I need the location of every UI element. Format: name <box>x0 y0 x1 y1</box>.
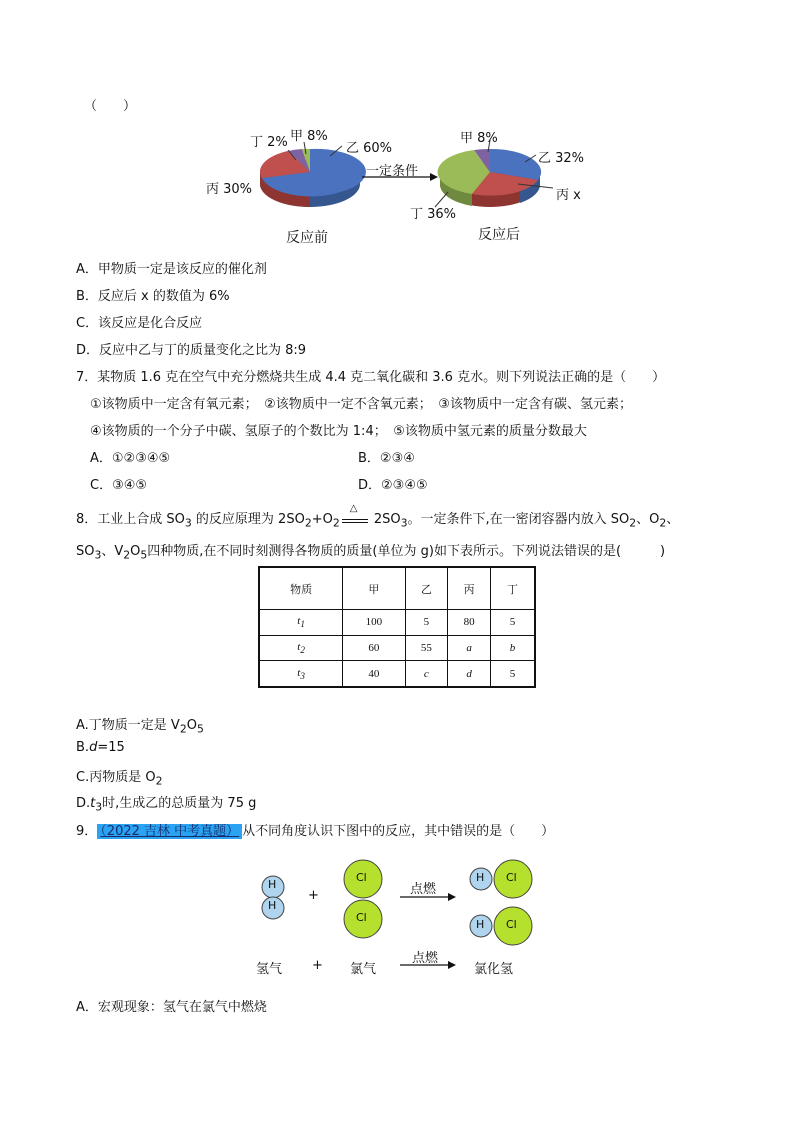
mass-table <box>258 566 536 688</box>
atom-label-h: H <box>476 871 485 884</box>
pie-after-label-ding: 丁 36% <box>410 207 457 222</box>
q8-option-c: C.丙物质是 $O_2$ <box>76 770 163 788</box>
q9-stem: 9． （2022 吉林 中考真题） 从不同角度认识下图中的反应，其中错误的是（ ） <box>76 824 555 839</box>
table-cell: $t_3$ <box>259 661 343 687</box>
table-cell: 60 <box>343 635 405 661</box>
q7-option-a: A．①②③④⑤ <box>90 451 171 466</box>
table-cell: 80 <box>448 610 491 636</box>
table-header-cell: 丁 <box>490 567 535 610</box>
pie-before <box>260 149 366 207</box>
table-cell: $t_1$ <box>259 610 343 636</box>
pie-before-caption: 反应前 <box>286 230 328 246</box>
q8-stem-line1: 8．工业上合成 $SO_3$ 的反应原理为 $2SO_2+O_2$ △ $2SO_3$。一定条件下,在一密闭容器内放入 $SO_2$、$O_2$、 <box>76 502 680 530</box>
q7-option-d: D．②③④⑤ <box>358 478 428 493</box>
table-row <box>259 610 535 636</box>
pie-before-label-jia: 甲 8% <box>290 129 328 144</box>
table-header-cell: 物质 <box>259 567 343 610</box>
atom-label-cl: Cl <box>356 911 367 924</box>
pie-after <box>438 149 542 207</box>
table-row <box>259 661 535 687</box>
table-cell: 55 <box>405 635 448 661</box>
word-cl2: 氯气 <box>350 962 377 977</box>
pie-before-label-ding: 丁 2% <box>250 135 288 150</box>
arrow-label: 一定条件 <box>366 164 419 179</box>
source-tag[interactable]: （2022 吉林 中考真题） <box>97 824 242 839</box>
table-cell: 5 <box>405 610 448 636</box>
word-h2: 氢气 <box>256 962 283 977</box>
pie-before-label-yi: 乙 60% <box>346 141 393 156</box>
q6-option-d: D．反应中乙与丁的质量变化之比为 8:9 <box>76 343 307 358</box>
pie-after-label-jia: 甲 8% <box>460 131 498 146</box>
atom-label-cl: Cl <box>506 871 517 884</box>
pie-before-label-bing: 丙 30% <box>206 182 253 197</box>
plus-sign: + <box>308 888 319 903</box>
q7-statements-2: ④该物质的一个分子中碳、氢原子的个数比为 1:4； ⑤该物质中氢元素的质量分数最大 <box>90 424 587 439</box>
table-header-cell: 乙 <box>405 567 448 610</box>
q7-option-c: C．③④⑤ <box>90 478 148 493</box>
q6-bracket: （ ） <box>84 99 137 114</box>
q8-stem-line2: $SO_3$、$V_2O_5$四种物质,在不同时刻测得各物质的质量(单位为 g)如下表所示。下列说法错误的是( ) <box>76 544 666 562</box>
table-cell: 5 <box>490 661 535 687</box>
table-cell: a <box>448 635 491 661</box>
q6-option-c: C．该反应是化合反应 <box>76 316 203 331</box>
table-cell: $t_2$ <box>259 635 343 661</box>
table-cell: b <box>490 635 535 661</box>
table-cell: 100 <box>343 610 405 636</box>
table-cell: 40 <box>343 661 405 687</box>
pie-after-caption: 反应后 <box>478 227 520 243</box>
table-cell: c <box>405 661 448 687</box>
arrow-label: 点燃 <box>410 882 437 897</box>
q9-option-a: A．宏观现象：氢气在氯气中燃烧 <box>76 1000 267 1015</box>
atom-label-h: H <box>268 899 277 912</box>
table-header-row <box>259 567 535 610</box>
table-cell: 5 <box>490 610 535 636</box>
word-arrow-label: 点燃 <box>412 951 439 966</box>
atom-label-h: H <box>268 878 277 891</box>
q7-stem: 7．某物质 1.6 克在空气中充分燃烧共生成 4.4 克二氧化碳和 3.6 克水。则下列说法正确的是（ ） <box>76 370 666 385</box>
table-header-cell: 丙 <box>448 567 491 610</box>
q8-option-d: $D.t_3$时,生成乙的总质量为 75 g <box>76 796 257 814</box>
atom-label-cl: Cl <box>356 871 367 884</box>
q8-option-b: B.d=15 <box>76 740 125 755</box>
word-plus: + <box>312 958 323 973</box>
q6-option-a: A．甲物质一定是该反应的催化剂 <box>76 262 267 277</box>
q7-option-b: B．②③④ <box>358 451 415 466</box>
reaction-condition-equals: △ <box>340 512 370 528</box>
pie-after-label-yi: 乙 32% <box>538 151 585 166</box>
q8-option-a: A.丁物质一定是 $V_2O_5$ <box>76 718 204 736</box>
pie-after-label-bing: 丙 x <box>556 188 581 203</box>
q7-statements-1: ①该物质中一定含有氧元素； ②该物质中一定不含氧元素； ③该物质中一定含有碳、氢元素； <box>90 397 632 412</box>
table-row <box>259 635 535 661</box>
atom-label-h: H <box>476 918 485 931</box>
table-cell: d <box>448 661 491 687</box>
atom-label-cl: Cl <box>506 918 517 931</box>
q6-option-b: B．反应后 x 的数值为 6% <box>76 289 230 304</box>
word-hcl: 氯化氢 <box>474 962 514 977</box>
table-header-cell: 甲 <box>343 567 405 610</box>
